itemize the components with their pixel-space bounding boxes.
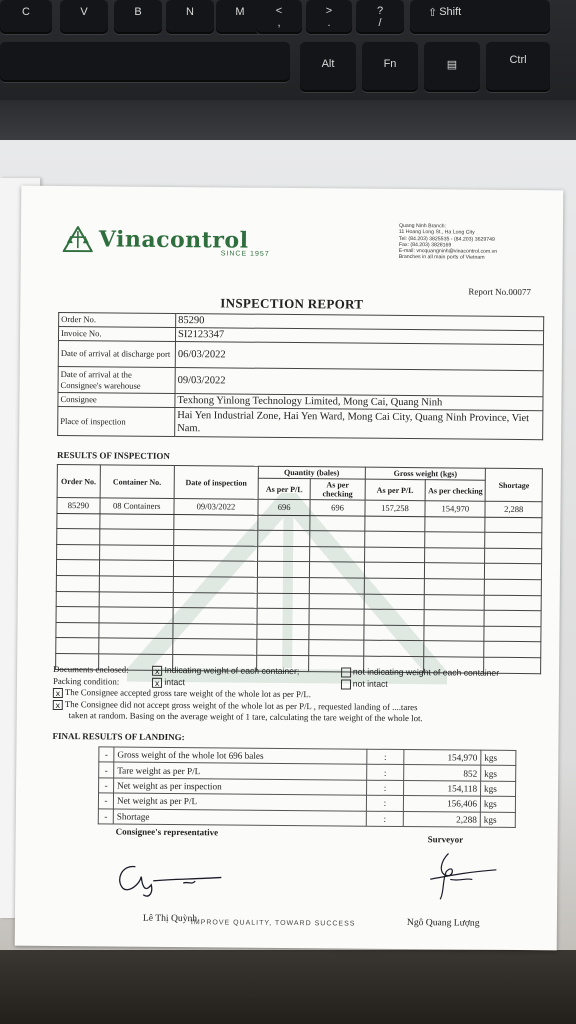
key-v[interactable]: V [60, 0, 108, 34]
key-m[interactable]: M [216, 0, 264, 34]
row-dash: - [98, 793, 113, 809]
row-colon: : [366, 795, 403, 811]
cell-gross-pl: 157,258 [365, 500, 426, 516]
surveyor-label: Surveyor [427, 834, 464, 845]
consignee-representative-label: Consignee's representative [115, 826, 219, 838]
info-value: 06/03/2022 [175, 342, 543, 371]
landing-value: 154,970 [404, 750, 481, 766]
keyboard [0, 0, 576, 150]
checkbox-not-intact[interactable] [341, 679, 351, 689]
key-c[interactable]: C [0, 0, 52, 34]
not-indicating-weight-text: not indicating weight of each container [352, 666, 500, 678]
packing-label: Packing condition: [52, 675, 120, 687]
order-info-table [57, 312, 544, 440]
row-colon: : [367, 749, 404, 765]
landing-label: Net weight as per inspection [114, 778, 367, 796]
results-title: RESULTS OF INSPECTION [56, 449, 170, 461]
info-label: Date of arrival at discharge port [58, 340, 175, 367]
info-value: SI2123347 [175, 328, 543, 345]
info-value: Texhong Yinlong Technology Limited, Mong Cai, Quang Ninh [175, 393, 543, 410]
branch-line: Branches in all main ports of Vietnam [398, 254, 485, 262]
cell-container-no: 08 Containers [100, 498, 174, 514]
consignee-name: Lê Thị Quỳnh [142, 912, 198, 925]
not-intact-text: not intact [352, 678, 388, 689]
documents-label: Documents enclosed: [53, 663, 129, 675]
table-row [98, 808, 515, 827]
col-qty-pl: As per P/L [258, 478, 310, 499]
checkbox-not-indicating-weight[interactable] [341, 667, 351, 677]
key-n[interactable]: N [166, 0, 214, 34]
row-colon: : [367, 780, 404, 796]
floor [0, 950, 576, 1024]
key-ctrl[interactable]: Ctrl [486, 42, 550, 92]
info-label: Date of arrival at the Consignee's warehouse [58, 366, 175, 393]
info-label: Place of inspection [58, 406, 175, 436]
branch-line: Fax: (84.203) 3828169 [398, 241, 452, 249]
key-shift[interactable]: ⇧ Shift [410, 0, 550, 34]
final-results-title: FINAL RESULTS OF LANDING: [52, 730, 185, 743]
landing-unit: kgs [481, 781, 516, 797]
key-menu[interactable] [424, 42, 480, 92]
not-accepted-line-2 [53, 710, 499, 725]
col-container-no: Container No. [100, 465, 175, 499]
inspection-report-document [15, 186, 564, 951]
info-label: Order No. [59, 312, 176, 327]
branch-line: Tel: (84.203) 3825535 - (84.203) 3629749 [398, 235, 495, 243]
report-number: Report No.00077 [468, 286, 531, 298]
consignee-signature [113, 858, 225, 899]
checkbox-accepted[interactable]: x [53, 688, 63, 698]
results-table [55, 464, 543, 674]
row-dash: - [99, 747, 114, 763]
row-colon: : [366, 811, 403, 827]
col-shortage: Shortage [486, 468, 543, 501]
not-accepted-text: The Consignee did not accept gross weight of the whole lot as per P/L , requested landing of ....tares [64, 698, 418, 712]
documents-section [53, 664, 500, 726]
accepted-text: The Consignee accepted gross tare weight of the whole lot as per P/L. [64, 687, 311, 700]
row-dash: - [99, 762, 114, 778]
cell-order-no: 85290 [57, 497, 100, 513]
keyboard-edge [0, 100, 576, 140]
space-bar[interactable] [0, 42, 290, 82]
landing-value: 156,406 [403, 796, 480, 812]
report-title: INSPECTION REPORT [220, 295, 364, 312]
col-qty-checking: As per checking [310, 479, 365, 500]
intact-text: intact [164, 676, 186, 687]
landing-label: Shortage [113, 809, 366, 827]
table-row [58, 406, 543, 439]
col-gross-checking: As per checking [425, 480, 486, 502]
col-order-no: Order No. [57, 464, 100, 497]
branch-line: E-mail: vncquangninh@vinacontrol.com.vn [398, 248, 498, 255]
landing-value: 154,118 [404, 780, 481, 796]
key-fn[interactable]: Fn [362, 42, 418, 92]
landing-unit: kgs [481, 766, 516, 782]
info-label: Consignee [58, 392, 175, 407]
col-quantity: Quantity (bales) [258, 466, 365, 479]
branch-address [399, 223, 498, 262]
col-gross-pl: As per P/L [365, 479, 426, 501]
landing-label: Gross weight of the whole lot 696 bales [114, 747, 367, 765]
info-label: Invoice No. [58, 326, 175, 341]
info-value: 85290 [176, 314, 544, 331]
surveyor-signature [420, 849, 500, 902]
landing-value: 852 [404, 765, 481, 781]
row-dash: - [99, 778, 114, 794]
row-colon: : [367, 765, 404, 781]
branch-line: 11 Hoang Long St., Ha Long City [398, 229, 475, 236]
landing-results-table [98, 746, 517, 828]
checkbox-intact[interactable]: x [152, 677, 162, 687]
info-value: 09/03/2022 [175, 367, 543, 396]
cell-qty-checking: 696 [310, 500, 365, 516]
scale-logo-icon [63, 226, 93, 252]
surveyor-name: Ngô Quang Lượng [406, 917, 480, 929]
branch-line: Quang Ninh Branch: [398, 222, 447, 230]
key-period[interactable]: > . [306, 0, 352, 34]
landing-unit: kgs [480, 796, 515, 812]
key-comma[interactable]: < , [256, 0, 302, 34]
landing-label: Tare weight as per P/L [114, 762, 367, 780]
cell-shortage: 2,288 [485, 501, 542, 517]
landing-label: Net weight as per P/L [113, 793, 366, 811]
indicating-weight-text: Indicating weight of each container; [164, 664, 300, 677]
menu-icon: ▤ [446, 59, 458, 71]
not-accepted-text-2: taken at random. Basing on the average weight of 1 tare, calculating the tare weight of the whole lot. [68, 710, 423, 724]
col-date: Date of inspection [174, 465, 258, 499]
shift-arrow-icon: ⇧ [428, 7, 438, 19]
info-value: Hai Yen Industrial Zone, Hai Yen Ward, Mong Cai City, Quang Ninh Province, Viet Nam. [175, 407, 543, 439]
row-dash: - [98, 808, 113, 824]
key-alt[interactable]: Alt [300, 42, 356, 92]
cell-gross-checking: 154,970 [425, 501, 486, 517]
checkbox-indicating-weight[interactable]: x [152, 666, 162, 676]
cell-qty-pl: 696 [258, 499, 310, 515]
landing-value: 2,288 [403, 811, 480, 827]
landing-unit: kgs [480, 812, 515, 828]
cell-date: 09/03/2022 [174, 498, 258, 514]
landing-unit: kgs [481, 750, 516, 766]
checkbox-not-accepted[interactable]: x [53, 700, 63, 710]
logo-text: Vinacontrol [98, 226, 249, 254]
col-gross: Gross weight (kgs) [365, 467, 486, 480]
key-slash[interactable]: ? / [356, 0, 404, 34]
key-b[interactable]: B [114, 0, 162, 34]
company-slogan: IMPROVE QUALITY, TOWARD SUCCESS [190, 919, 356, 928]
logo-since: SINCE 1957 [220, 250, 270, 258]
